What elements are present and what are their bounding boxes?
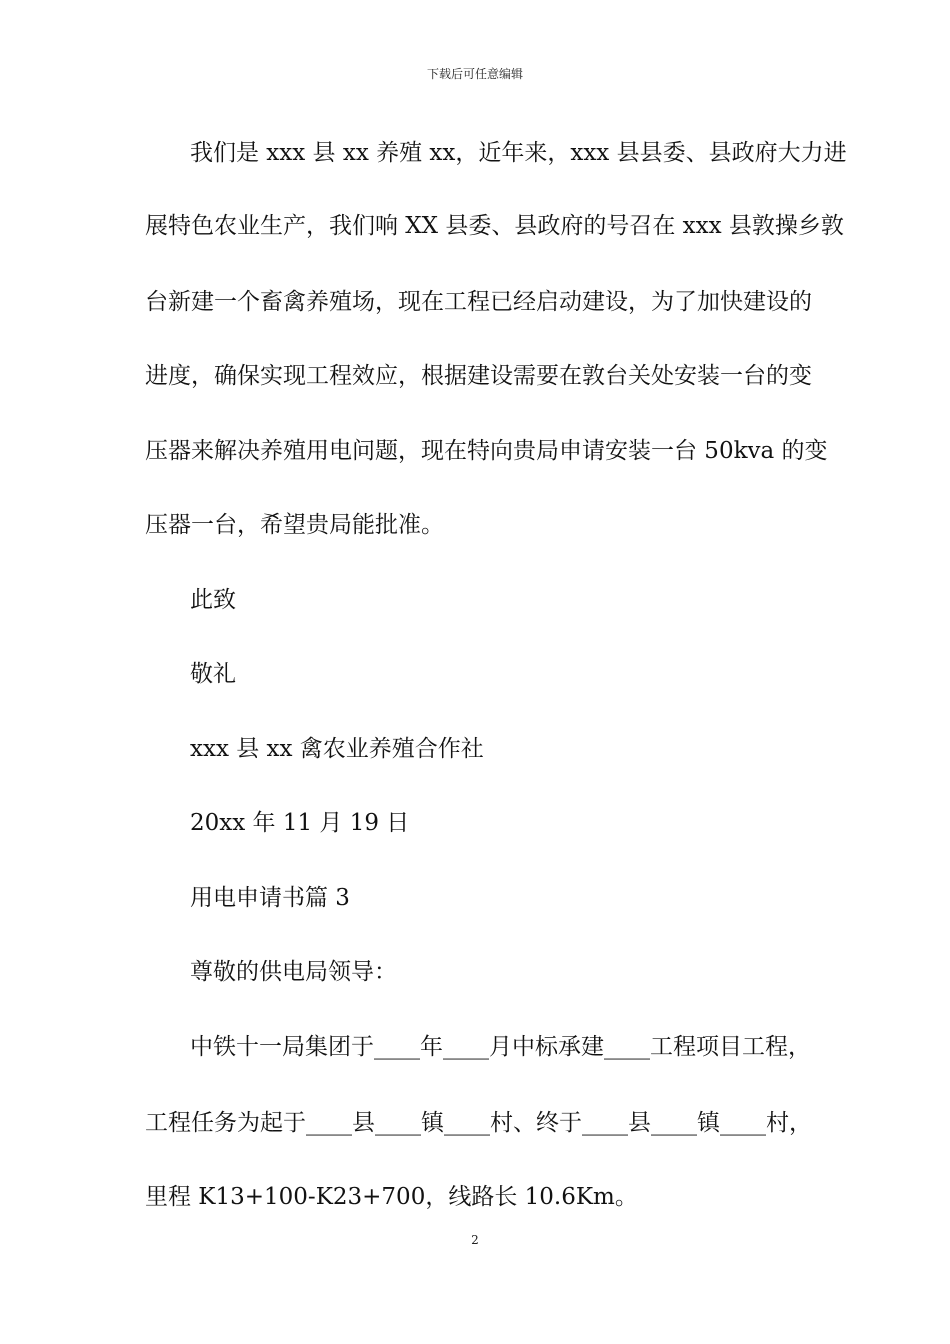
organization-signature: xxx 县 xx 禽农业养殖合作社 <box>190 736 484 762</box>
paragraph-line: 我们是 xxx 县 xx 养殖 xx，近年来，xxx 县县委、县政府大力进 <box>190 140 847 166</box>
paragraph-line: 工程任务为起于____县____镇____村、终于____县____镇____村， <box>145 1110 812 1136</box>
paragraph-line: 中铁十一局集团于____年____月中标承建____工程项目工程， <box>190 1034 811 1060</box>
salutation-jingli: 敬礼 <box>190 661 236 687</box>
section-greeting: 尊敬的供电局领导： <box>190 959 397 985</box>
paragraph-line: 压器一台，希望贵局能批准。 <box>145 512 444 538</box>
page-number: 2 <box>471 1233 479 1247</box>
paragraph-line: 展特色农业生产，我们响 XX 县委、县政府的号召在 xxx 县敦操乡敦 <box>145 213 844 239</box>
paragraph-line: 压器来解决养殖用电问题，现在特向贵局申请安装一台 50kva 的变 <box>145 438 828 464</box>
letter-date: 20xx 年 11 月 19 日 <box>190 810 410 836</box>
paragraph-line: 台新建一个畜禽养殖场，现在工程已经启动建设，为了加快建设的 <box>145 289 812 315</box>
salutation-cizhi: 此致 <box>190 587 236 613</box>
paragraph-line: 里程 K13+100-K23+700，线路长 10.6Km。 <box>145 1184 638 1210</box>
paragraph-line: 进度，确保实现工程效应，根据建设需要在敦台关处安装一台的变 <box>145 363 812 389</box>
page-header: 下载后可任意编辑 <box>426 67 523 81</box>
section-title: 用电申请书篇 3 <box>190 885 350 911</box>
